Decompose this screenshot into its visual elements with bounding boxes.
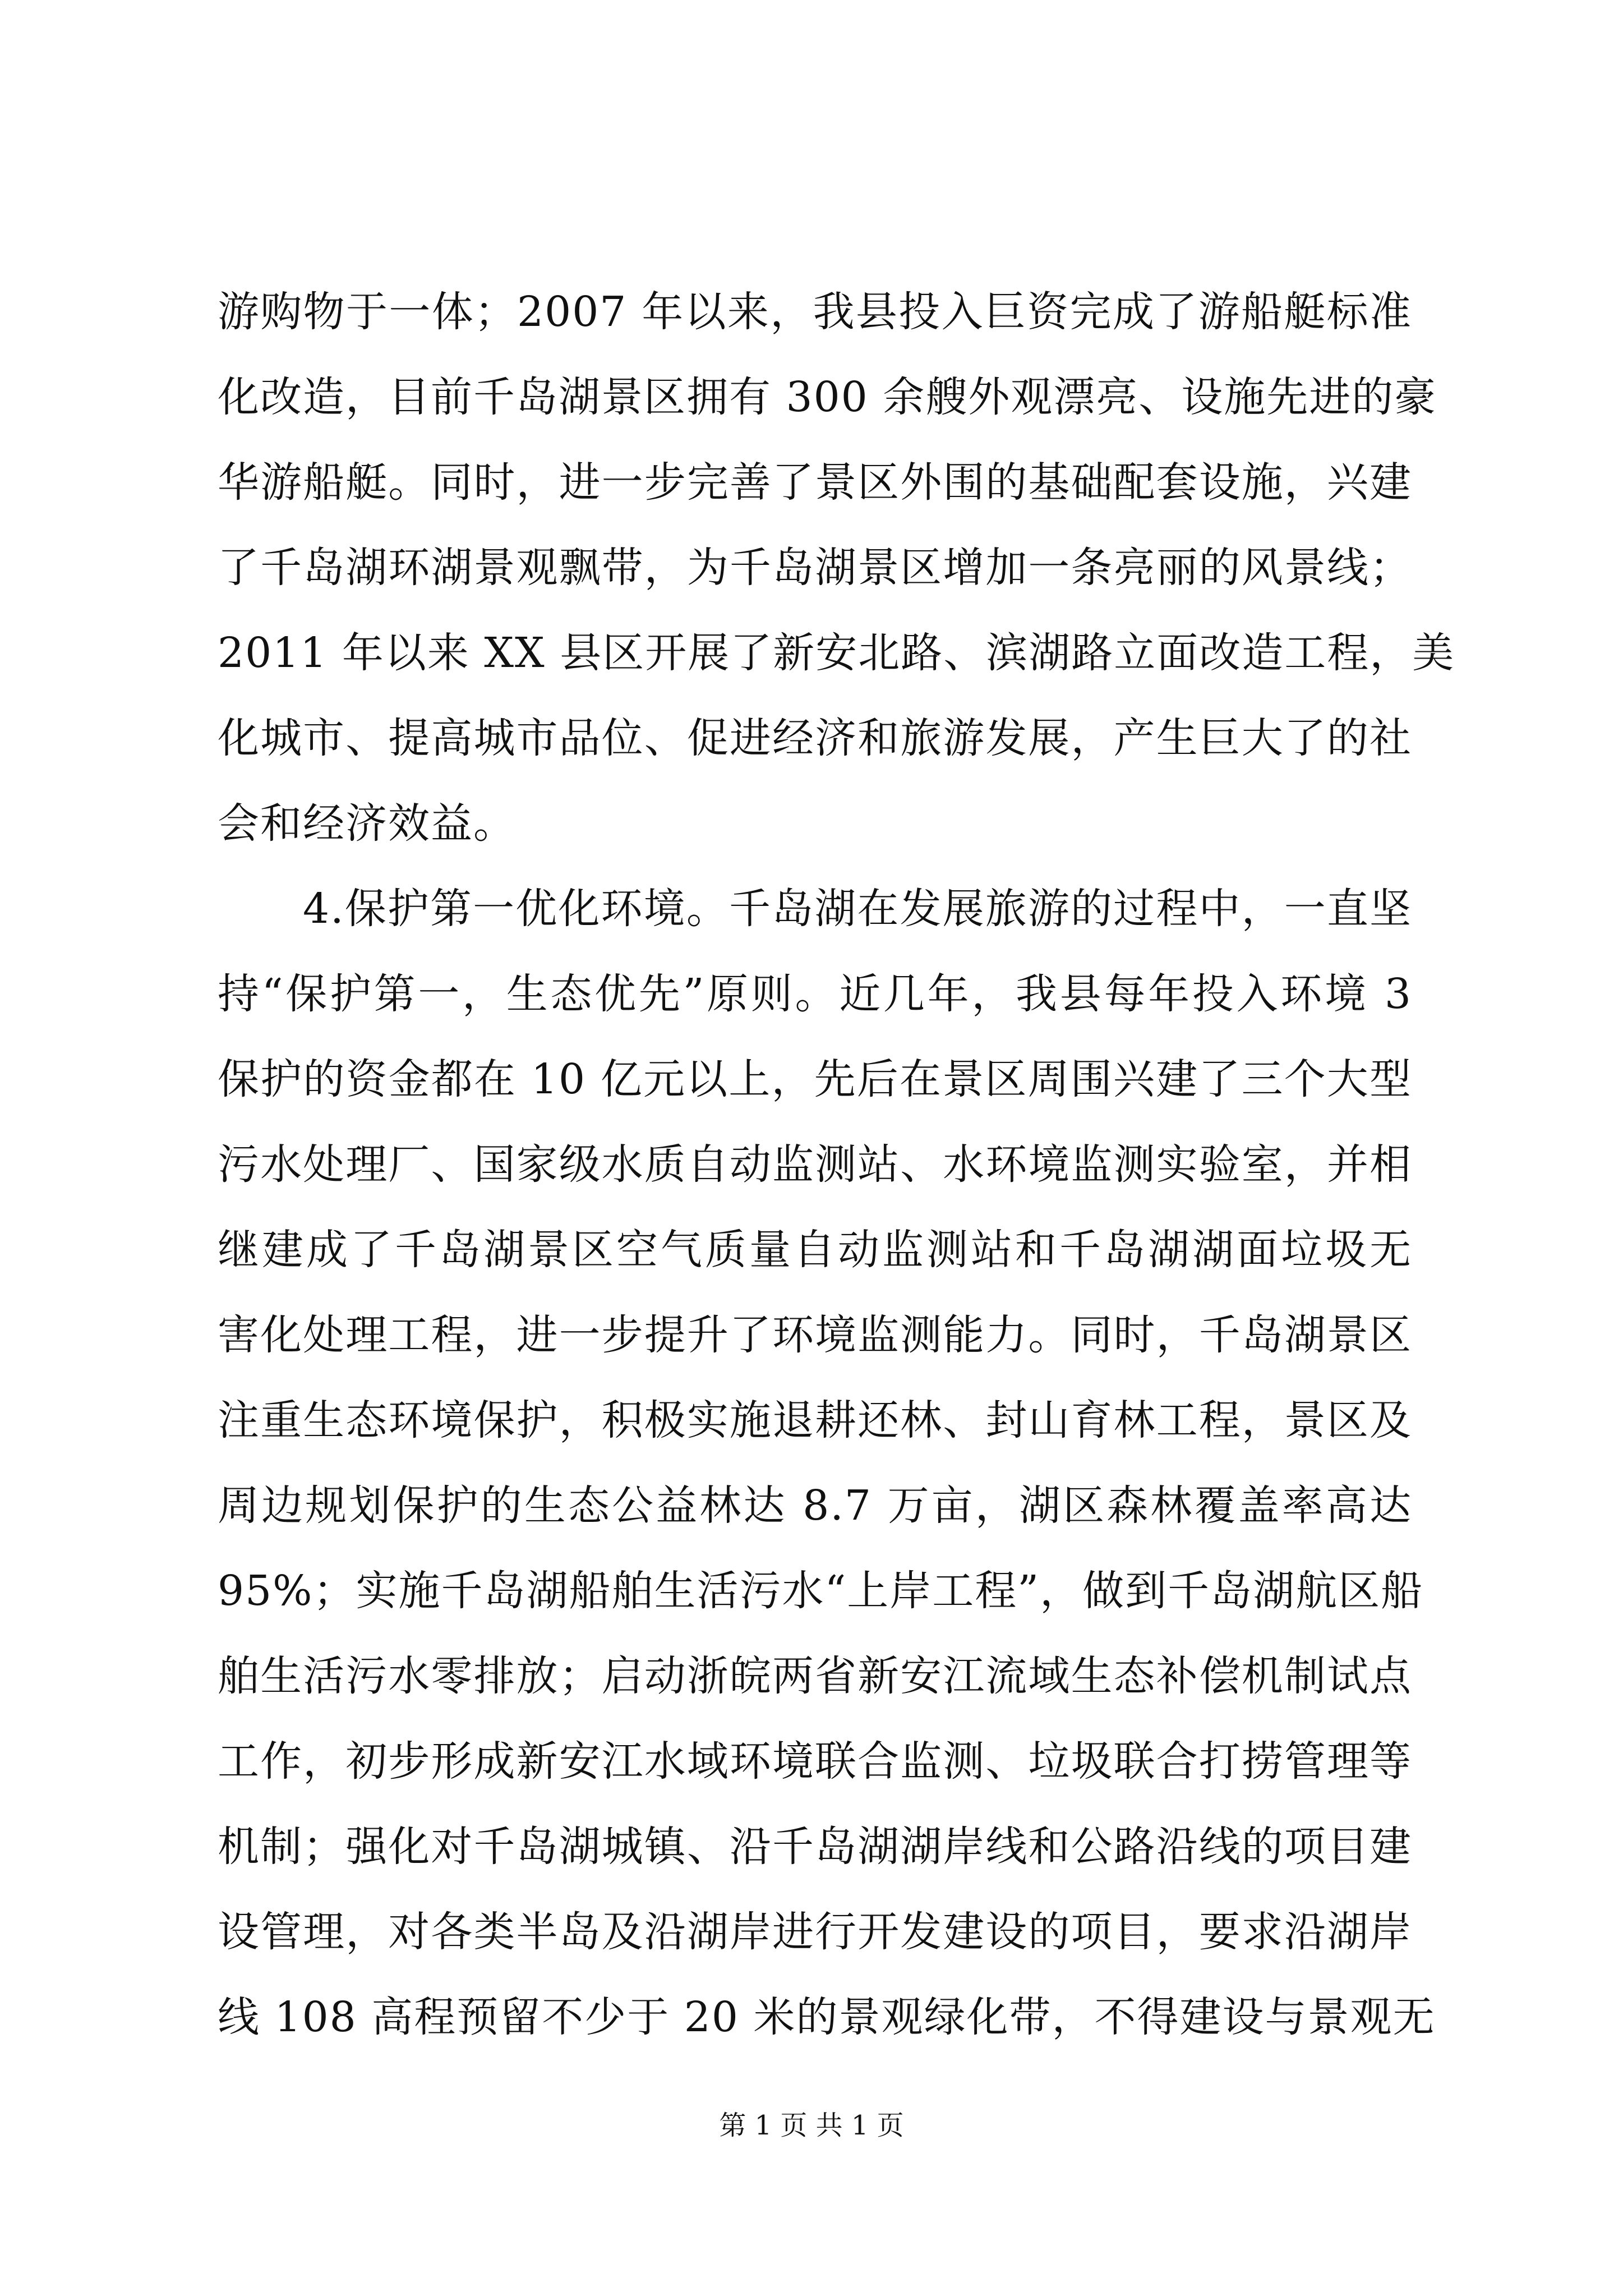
paragraph-1 xyxy=(218,269,1455,866)
text-line: 设管理，对各类半岛及沿湖岸进行开发建设的项目，要求沿湖岸 xyxy=(218,1908,1412,1956)
text-line: 继建成了千岛湖景区空气质量自动监测站和千岛湖湖面垃圾无 xyxy=(218,1226,1412,1274)
text-line: 化改造，目前千岛湖景区拥有 300 余艘外观漂亮、设施先进的豪 xyxy=(218,373,1437,421)
text-line: 持“保护第一，生态优先”原则。近几年，我县每年投入环境 3 xyxy=(218,970,1412,1018)
text-line: 2011 年以来 XX 县区开展了新安北路、滨湖路立面改造工程，美 xyxy=(218,629,1455,677)
text-line: 化城市、提高城市品位、促进经济和旅游发展，产生巨大了的社 xyxy=(218,714,1412,762)
text-line: 线 108 高程预留不少于 20 米的景观绿化带，不得建设与景观无 xyxy=(218,1993,1436,2041)
text-line: 华游船艇。同时，进一步完善了景区外围的基础配套设施，兴建 xyxy=(218,458,1412,507)
text-line: 注重生态环境保护，积极实施退耕还林、封山育林工程，景区及 xyxy=(218,1396,1412,1444)
text-line: 害化处理工程，进一步提升了环境监测能力。同时，千岛湖景区 xyxy=(218,1311,1412,1359)
text-line: 保护的资金都在 10 亿元以上，先后在景区周围兴建了三个大型 xyxy=(218,1055,1412,1103)
text-line: 4.保护第一优化环境。千岛湖在发展旅游的过程中，一直坚 xyxy=(303,885,1412,933)
text-line: 会和经济效益。 xyxy=(218,799,516,848)
text-line: 机制；强化对千岛湖城镇、沿千岛湖湖岸线和公路沿线的项目建 xyxy=(218,1823,1412,1871)
paragraph-2 xyxy=(218,866,1436,2060)
document-body xyxy=(218,269,1455,2060)
text-line: 95%；实施千岛湖船舶生活污水“上岸工程”，做到千岛湖航区船 xyxy=(218,1567,1424,1615)
text-line: 周边规划保护的生态公益林达 8.7 万亩，湖区森林覆盖率高达 xyxy=(218,1481,1412,1530)
text-line: 了千岛湖环湖景观飘带，为千岛湖景区增加一条亮丽的风景线； xyxy=(218,544,1412,592)
text-line: 污水处理厂、国家级水质自动监测站、水环境监测实验室，并相 xyxy=(218,1140,1412,1189)
text-line: 舶生活污水零排放；启动浙皖两省新安江流域生态补偿机制试点 xyxy=(218,1652,1412,1700)
text-line: 游购物于一体；2007 年以来，我县投入巨资完成了游船艇标准 xyxy=(218,288,1412,336)
page-footer: 第 1 页 共 1 页 xyxy=(719,2110,904,2141)
text-line: 工作，初步形成新安江水域环境联合监测、垃圾联合打捞管理等 xyxy=(218,1737,1412,1786)
